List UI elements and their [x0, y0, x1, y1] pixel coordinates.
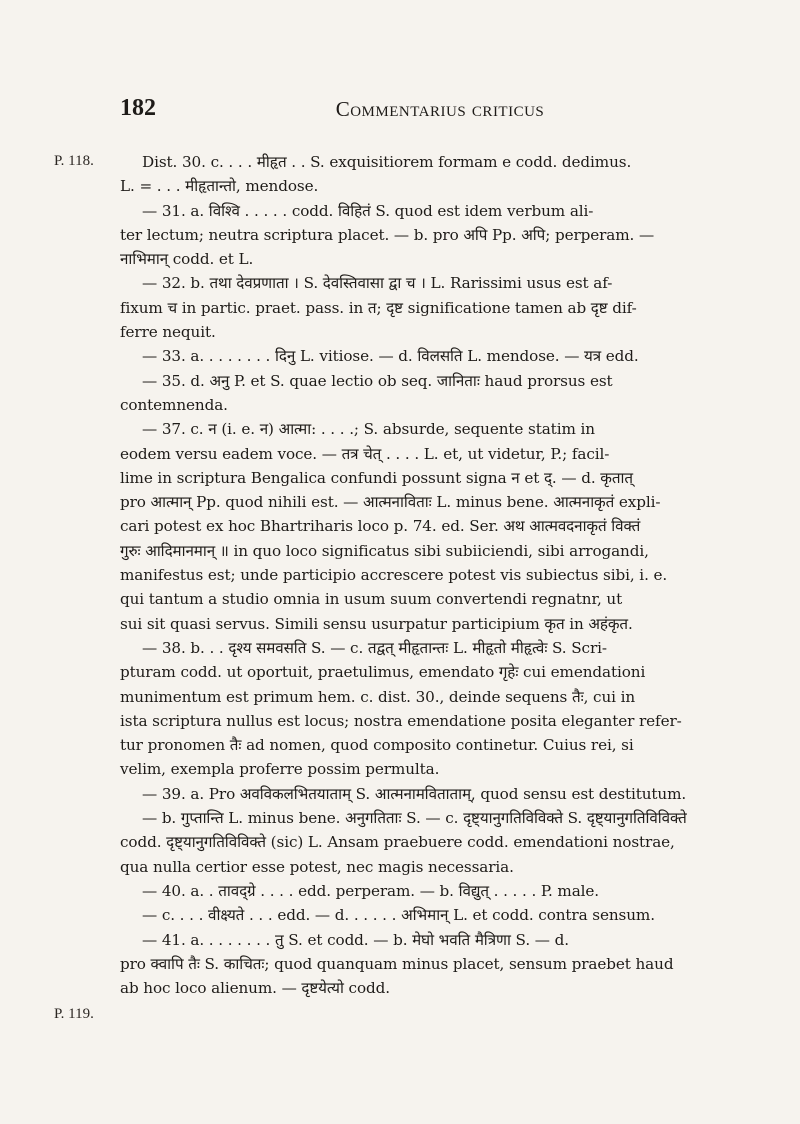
text-line: नाभिमान् codd. et L. [120, 250, 254, 269]
text-line: qua nulla certior esse potest, nec magis necessaria. [120, 857, 514, 876]
text-line: ista scriptura nullus est locus; nostra emendatione posita eleganter refer- [120, 711, 682, 730]
text-line: fixum च in partic. praet. pass. in त; दृष्ट significatione tamen ab दृष्ट dif- [120, 298, 637, 317]
text-line: cari potest ex hoc Bhartriharis loco p. 74. ed. Ser. अथ आत्मवदनाकृतं विक्तं [120, 517, 641, 536]
text-line: ferre nequit. [120, 323, 216, 342]
text-line: pturam codd. ut oportuit, praetulimus, emendato गृहेः cui emendationi [120, 663, 646, 682]
text-line: — 32. b. तथा देवप्रणाता । S. देवस्तिवासा द्वा च । L. Rarissimi usus est af- [142, 274, 613, 293]
text-line: — 33. a. . . . . . . . दिनु L. vitiose. — d. विलसति L. mendose. — यत्र edd. [142, 347, 639, 366]
running-head: Commentarius criticus [335, 97, 545, 121]
text-line: manifestus est; unde participio accrescere potest vis subiectus sibi, i. e. [120, 566, 668, 585]
text-line: sui sit quasi servus. Simili sensu usurpatur participium कृत in अहंकृत. [120, 614, 633, 633]
text-line: pro आत्मान् Pp. quod nihili est. — आत्मनाविताः L. minus bene. आत्मनाकृतं expli- [120, 493, 661, 512]
text-line: — 38. b. . . दृश्य समवसति S. — c. तद्वत् मीहृतान्तः L. मीहृतो मीहृत्वेः S. Scri- [142, 638, 607, 657]
text-line: — b. गुप्तान्ति L. minus bene. अनुगतिताः S. — c. दृष्ट्यानुगतिविविक्ते S. दृष्ट्यानुगतिविविक्ते [142, 809, 687, 828]
text-line: velim, exempla proferre possim permulta. [120, 760, 440, 779]
text-line: codd. दृष्ट्यानुगतिविविक्ते (sic) L. Ansam praebuere codd. emendationi nostrae, [120, 833, 675, 852]
text-line: ter lectum; neutra scriptura placet. — b. pro अपि Pp. अपि; perperam. — [120, 225, 655, 244]
text-line: eodem versu eadem voce. — तत्र चेत् . . . . L. et, ut videtur, P.; facil- [120, 444, 610, 463]
text-line: — 35. d. अनु P. et S. quae lectio ob seq. जानिताः haud prorsus est [142, 371, 613, 390]
page-number: 182 [120, 95, 156, 121]
margin-note-p119: P. 119. [54, 1006, 94, 1022]
text-line: Dist. 30. c. . . . मीहृत . . S. exquisitiorem formam e codd. dedimus. [142, 153, 632, 171]
text-line: — 39. a. Pro अवविकलभितयाताम् S. आत्मनामविताताम्, quod sensu est destitutum. [142, 784, 687, 803]
text-line: tur pronomen तैः ad nomen, quod composito continetur. Cuius rei, si [120, 736, 634, 755]
commentary-body [120, 150, 760, 1000]
page-header [120, 95, 760, 135]
text-line: — c. . . . वीक्ष्यते . . . edd. — d. . . . . . अभिमान् L. et codd. contra sensum. [142, 906, 655, 925]
text-line: गुरुः आदिमानमान् ॥ in quo loco significatus sibi subiiciendi, sibi arrogandi, [120, 541, 649, 560]
text-line: — 40. a. . तावद्ग्रे . . . . edd. perperam. — b. विद्युत् . . . . . P. male. [142, 881, 600, 900]
text-line: lime in scriptura Bengalica confundi possunt signa न et द्. — d. कृतात् [120, 468, 633, 487]
text-line: L. = . . . मीहृतान्तो, mendose. [120, 177, 319, 196]
margin-note-p118: P. 118. [54, 153, 94, 169]
text-line: ab hoc loco alienum. — दृष्टयेत्यो codd. [120, 979, 390, 998]
text-line: qui tantum a studio omnia in usum suum convertendi regnatnr, ut [120, 590, 623, 609]
text-line: pro क्वापि तैः S. काचितः; quod quanquam minus placet, sensum praebet haud [120, 954, 674, 973]
text-line: contemnenda. [120, 395, 228, 414]
text-line: munimentum est primum hem. c. dist. 30., deinde sequens तैः, cui in [120, 687, 636, 706]
text-line: — 41. a. . . . . . . . तु S. et codd. — b. मेघो भवति मैत्रिणा S. — d. [142, 930, 569, 949]
text-line: — 31. a. विश्वि . . . . . codd. विहितं S. quod est idem verbum ali- [142, 201, 594, 220]
text-line: — 37. c. न (i. e. न) आत्मा: . . . .; S. absurde, sequente statim in [142, 420, 595, 439]
